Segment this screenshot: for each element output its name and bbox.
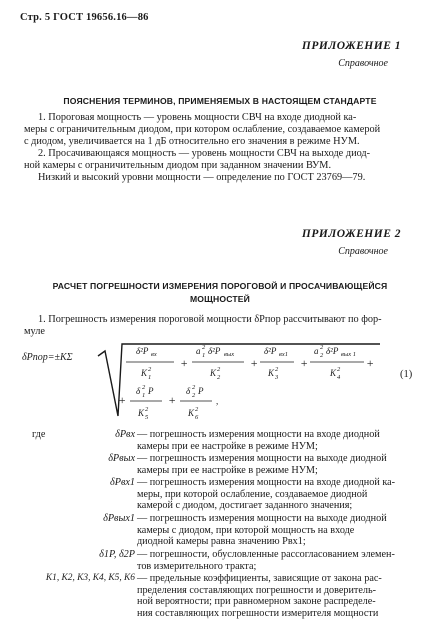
svg-text:+: + [118,393,127,407]
svg-text:2: 2 [275,366,279,373]
definition-text: камеры с диодом, при которой мощность на входе [137,524,355,536]
appendix-2-subtitle: Справочное [338,246,388,257]
svg-text:1: 1 [202,352,206,359]
svg-text:2: 2 [195,406,199,413]
svg-text:2: 2 [337,366,341,373]
svg-text:вых 1: вых 1 [341,351,356,358]
definition-text: пределения составляющих погрешности и доверитель- [137,584,377,596]
svg-text:2: 2 [217,374,221,381]
svg-text:+: + [366,356,375,370]
intro-line-2: муле [24,326,45,337]
svg-text:2: 2 [320,352,324,359]
svg-text:,: , [216,396,219,406]
svg-text:2: 2 [202,344,206,351]
definition-symbol: δPвх [115,429,135,440]
svg-text:a: a [196,346,201,356]
svg-text:2: 2 [320,344,324,351]
svg-text:δ²P: δ²P [208,346,221,356]
svg-text:6: 6 [195,414,199,421]
svg-text:+: + [168,393,177,407]
definition-text: камерой с диодом, достигает заданного значения; [137,500,353,512]
paragraph-1-line-2: меры с ограничительным диодом, при котором ослабление, создаваемое камерой [24,124,381,135]
svg-text:2: 2 [217,366,221,373]
definition-text: камеры при ее настройке в режиме НУМ; [137,464,318,476]
svg-text:4: 4 [337,374,341,381]
svg-text:2: 2 [145,406,149,413]
definition-symbol: δPвых [108,453,135,464]
section-1-title: ПОЯСНЕНИЯ ТЕРМИНОВ, ПРИМЕНЯЕМЫХ В НАСТОЯЩЕМ СТАНДАРТЕ [63,96,377,106]
section-1-body [24,112,414,184]
definition-text: меры, при которой ослабление, создаваемое диодной [137,488,368,500]
definition-text: диодной камеры равна значению Pвх1; [137,536,306,548]
definition-text: — погрешность измерения мощности на входе диодной [137,429,380,440]
definition-text: — погрешность измерения мощности на выходе диодной [137,513,387,524]
paragraph-1-line-1: 1. Пороговая мощность — уровень мощности СВЧ на входе диодной ка- [38,112,357,123]
svg-text:вых: вых [224,351,235,358]
svg-text:3: 3 [275,374,279,381]
section-2-title-line-2: МОЩНОСТЕЙ [190,294,250,304]
definition-text: ния составляющих погрешности измерителя мощности [137,607,379,619]
svg-text:вх: вх [151,351,157,358]
definition-text: — погрешность измерения мощности на выходе диодной [137,453,387,464]
definition-text: тов измерительного тракта; [137,560,257,572]
svg-text:K: K [268,368,275,378]
svg-text:2: 2 [192,392,196,399]
svg-text:δ: δ [186,386,191,396]
svg-text:+: + [250,356,259,370]
svg-text:1: 1 [142,392,146,399]
svg-text:δ²P: δ²P [136,346,149,356]
svg-text:δ²P: δ²P [326,346,339,356]
svg-text:K: K [210,368,217,378]
definition-symbol: K1, K2, K3, K4, K5, K6 [45,573,135,583]
svg-text:a: a [314,346,319,356]
section-2-intro [24,314,414,338]
svg-text:5: 5 [145,414,149,421]
definition-symbol: δPвых1 [103,513,135,524]
appendix-2-title: ПРИЛОЖЕНИЕ 2 [301,228,401,240]
svg-text:1: 1 [148,374,152,381]
section-2-title [20,280,420,306]
svg-text:δ²P: δ²P [264,346,277,356]
appendix-1-subtitle: Справочное [338,58,388,69]
svg-text:+: + [180,356,189,370]
definition-text: — предельные коэффициенты, зависящие от закона рас- [137,573,382,584]
definition-text: камеры при ее настройке в режиме НУМ; [137,440,318,452]
page-header: Стр. 5 ГОСТ 19656.16—86 [20,12,149,23]
definition-text: ной вероятности; при равномерном законе распределе- [137,596,376,608]
paragraph-1-line-3: с диодом, увеличивается на 1 дБ относительно его значения в режиме НУМ. [24,136,360,147]
error-formula [20,342,420,438]
svg-text:P: P [198,386,204,396]
formula-lhs: δPпор=±KΣ [22,352,73,363]
formula-radicand [118,344,374,421]
paragraph-2-line-1: 2. Просачивающаяся мощность — уровень мощности СВЧ на выходе диод- [38,148,371,159]
svg-text:K: K [141,368,148,378]
svg-text:δ: δ [136,386,141,396]
equation-number: (1) [400,369,413,380]
svg-text:K: K [330,368,337,378]
svg-text:+: + [300,356,309,370]
appendix-1-title: ПРИЛОЖЕНИЕ 1 [301,40,401,52]
where-label: где [32,429,46,440]
section-2-title-line-1: РАСЧЕТ ПОГРЕШНОСТИ ИЗМЕРЕНИЯ ПОРОГОВОЙ И ПРОСАЧИВАЮЩЕЙСЯ [52,281,388,291]
paragraph-3-line-1: Низкий и высокий уровни мощности — определение по ГОСТ 23769—79. [38,172,366,183]
definition-text: — погрешности, обусловленные рассогласованием элемен- [137,549,395,560]
definition-text: — погрешность измерения мощности на входе диодной ка- [137,477,396,488]
svg-text:P: P [148,386,154,396]
paragraph-2-line-2: ной камеры с ограничительным диодом при заданном значении ВУМ. [24,160,332,171]
definitions-list [0,429,435,629]
definition-symbol: δ1P, δ2P [99,549,135,560]
intro-line-1: 1. Погрешность измерения пороговой мощности δPпор рассчитывают по фор- [38,314,382,325]
svg-text:2: 2 [192,384,196,391]
svg-text:K: K [138,408,145,418]
definition-symbol: δPвх1 [110,477,135,488]
svg-text:вх1: вх1 [279,351,288,358]
svg-text:K: K [188,408,195,418]
svg-text:2: 2 [148,366,152,373]
svg-text:2: 2 [142,384,146,391]
